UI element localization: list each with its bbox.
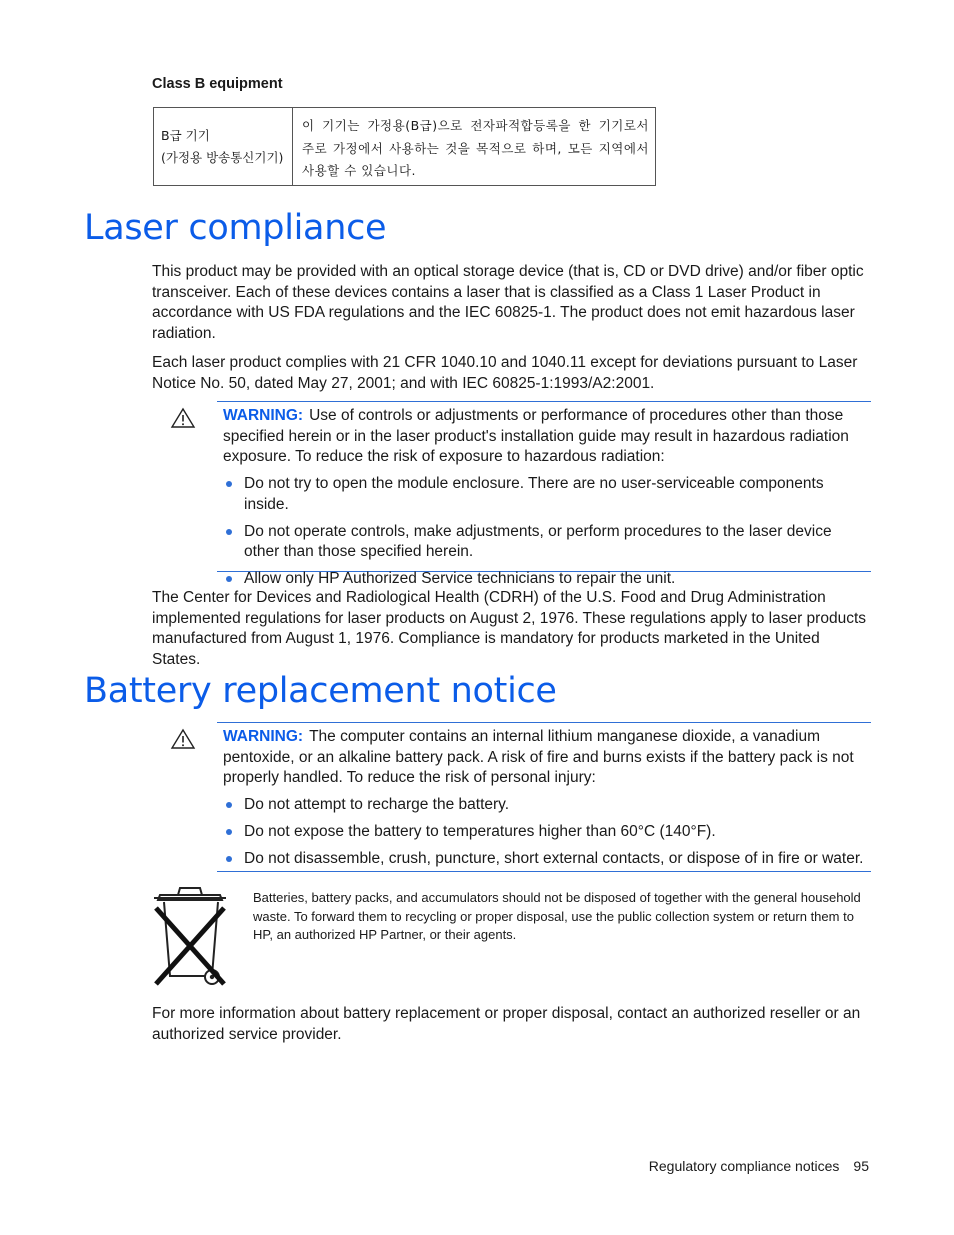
laser-heading: Laser compliance: [84, 208, 387, 248]
list-item: Do not operate controls, make adjustments, or perform procedures to the laser device other than those specified herein.: [223, 522, 868, 563]
footer-section-title: Regulatory compliance notices: [648, 1158, 840, 1174]
laser-paragraph-2: Each laser product complies with 21 CFR 1040.10 and 1040.11 except for deviations pursuant to Laser Notice No. 50, dated May 27, 2001; and with IEC 60825-1:1993/A2:2001.: [152, 354, 858, 392]
warning-triangle-icon: [170, 407, 196, 429]
laser-warning-body: Use of controls or adjustments or performance of procedures other than those specified herein or in the laser product's installation guide may result in hazardous radiation exposure. To reduce the risk of exposure to hazardous radiation:: [223, 407, 849, 465]
bullet-icon: [226, 529, 232, 535]
page-footer: [649, 1158, 869, 1174]
battery-warning-body: The computer contains an internal lithium manganese dioxide, a vanadium pentoxide, or an alkaline battery pack. A risk of fire and burns exists if the battery pack is not properly handled. To reduce the risk of personal injury:: [223, 728, 854, 786]
laser-warning-label: WARNING:: [223, 407, 304, 424]
battery-warning-text: [223, 727, 868, 789]
laser-warning-list: [223, 474, 868, 596]
battery-warning-label: WARNING:: [223, 728, 304, 745]
warning-triangle-icon: [170, 728, 196, 750]
page-number: 95: [853, 1158, 869, 1174]
laser-warning-text: [223, 406, 868, 468]
list-item: Do not attempt to recharge the battery.: [223, 795, 868, 816]
class-b-table-left-cell: [154, 108, 293, 185]
battery-disposal-text: Batteries, battery packs, and accumulators should not be disposed of together with the general household waste. To forward them to recycling or proper disposal, use the public collection system or return them to HP, an authorized HP Partner, or their agents.: [253, 890, 861, 942]
list-item: Do not try to open the module enclosure. There are no user-serviceable components inside.: [223, 474, 868, 515]
list-item: Do not expose the battery to temperatures higher than 60°C (140°F).: [223, 822, 868, 843]
battery-more-info: For more information about battery replacement or proper disposal, contact an authorized reseller or an authorized service provider.: [152, 1005, 861, 1043]
list-item: Allow only HP Authorized Service technicians to repair the unit.: [223, 569, 868, 590]
class-b-table-right-cell: 이 기기는 가정용(B급)으로 전자파적합등록을 한 기기로서 주로 가정에서 사용하는 것을 목적으로 하며, 모든 지역에서 사용할 수 있습니다.: [302, 118, 649, 178]
battery-heading: Battery replacement notice: [84, 671, 557, 711]
class-b-table-left-line2: (가정용 방송통신기기): [161, 150, 284, 165]
battery-warning-list: [223, 795, 868, 876]
bullet-icon: [226, 856, 232, 862]
laser-paragraph-3: The Center for Devices and Radiological Health (CDRH) of the U.S. Food and Drug Administration implemented regulations for laser products on August 2, 1976. These regulations apply to laser products manufactured from August 1, 1976. Compliance is mandatory for products marketed in the United States.: [152, 589, 866, 668]
battery-warning-box: [217, 722, 871, 872]
class-b-table-left-line1: B급 기기: [161, 128, 210, 143]
laser-warning-box: [217, 401, 871, 587]
bullet-icon: [226, 576, 232, 582]
class-b-table: [153, 107, 656, 186]
crossed-out-wheelie-bin-icon: [150, 884, 230, 988]
bullet-icon: [226, 481, 232, 487]
list-item: Do not disassemble, crush, puncture, short external contacts, or dispose of in fire or water.: [223, 849, 868, 870]
class-b-label: Class B equipment: [152, 76, 283, 92]
bullet-icon: [226, 829, 232, 835]
bullet-icon: [226, 802, 232, 808]
laser-paragraph-1: This product may be provided with an optical storage device (that is, CD or DVD drive) and/or fiber optic transceiver. Each of these devices contains a laser that is classified as a Class 1 Laser Product in accordance with US FDA regulations and the IEC 60825-1. The product does not emit hazardous laser radiation.: [152, 263, 864, 342]
